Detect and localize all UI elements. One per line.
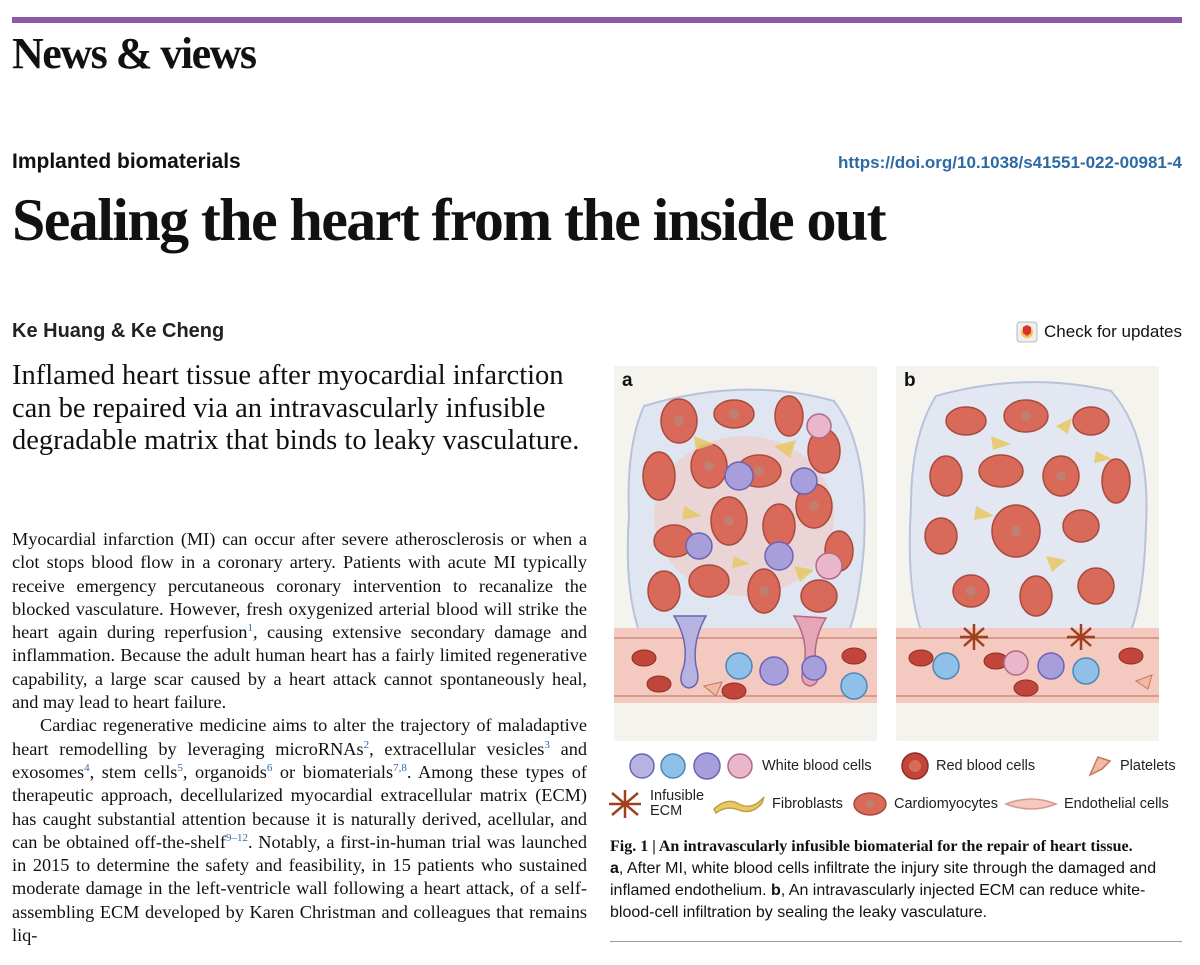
legend-infusible-ecm [606,789,704,819]
caption-label: Fig. 1 | An intravascularly infusible biomaterial for the repair of heart tissue. [610,838,1133,855]
figure-legend [600,745,1190,825]
red-blood-cell-icon [900,751,930,781]
legend-platelets [1086,751,1176,781]
paragraph-1 [12,528,587,714]
text-run: , organoids [182,761,267,782]
legend-label: Infusible [650,788,705,804]
white-blood-cells-icon [628,751,756,781]
legend-label: Cardiomyocytes [894,796,998,812]
figure-caption [610,836,1180,924]
panel-b-label: b [904,370,916,391]
check-for-updates-button[interactable] [1016,321,1182,343]
panel-a-label: a [622,370,633,391]
figure-1 [610,366,1175,741]
section-color-bar [12,17,1182,23]
legend-white-blood-cells [628,751,872,781]
reference-3[interactable]: 3 [544,738,550,751]
legend-label: Endothelial cells [1064,796,1169,812]
legend-fibroblasts [712,789,843,819]
infusible-ecm-icon [606,789,644,819]
article-body [12,528,587,947]
text-run: Cardiac regenerative medicine aims to alter the trajectory of maladaptive heart remodelling by leveraging microRNAs [12,715,587,759]
reference-9-12[interactable]: 9–12 [225,831,248,844]
text-run: , extracellular vesicles [369,738,545,759]
text-run: . Among these types of therapeutic approach, decellularized myocardial extracellular matrix (ECM) has caught substantial attention because it is naturally derived, acellular, and can be obtained off-the-shelf [12,761,587,852]
panel-b-illustration [896,366,1159,741]
section-heading: News & views [12,29,256,78]
text-run: and exosomes [12,738,587,782]
legend-red-blood-cells [900,751,1035,781]
figure-panel-b [896,366,1159,741]
endothelial-cell-icon [1004,789,1058,819]
text-run: or biomaterials [272,761,394,782]
reference-2[interactable]: 2 [363,738,370,751]
legend-label-ecm [650,789,704,819]
text-run: . Notably, a first-in-human trial was launched in 2015 to determine the safety and feasibility, in 15 patients who sustained moderate damage in the left-ventricle wall following a heart attack, of a self-assembling ECM developed by Karen Christman and colleagues that remains liq- [12,831,587,946]
check-for-updates-label: Check for updates [1044,322,1182,341]
doi-link[interactable]: https://doi.org/10.1038/s41551-022-00981-4 [838,153,1182,172]
text-run: , stem cells [89,761,178,782]
cardiomyocyte-icon [852,789,888,819]
caption-panel-b-text: , An intravascularly injected ECM can reduce white-blood-cell infiltration by sealing the leaky vasculature. [610,882,1146,921]
caption-panel-a-letter: a [610,860,619,877]
text-run: Myocardial infarction (MI) can occur after severe atherosclerosis or when a clot stops blood flow in a coronary artery. Patients with acute MI typically receive emergency percutaneous coronary intervention to recanalize the blocked vasculature. However, fresh oxygenized arterial blood will strike the heart again during reperfusion [12,529,587,643]
article-title: Sealing the heart from the inside out [12,187,885,253]
reference-6[interactable]: 6 [266,761,273,774]
caption-panel-a-text: , After MI, white blood cells infiltrate the injury site through the damaged and inflamed endothelium. [610,860,1157,899]
panel-a-illustration [614,366,877,741]
legend-label: Platelets [1120,758,1176,774]
legend-label: ECM [650,803,683,819]
update-check-icon [1016,321,1038,343]
legend-label: Fibroblasts [772,796,843,812]
legend-label: White blood cells [762,758,872,774]
reference-4[interactable]: 4 [84,761,90,774]
article-authors: Ke Huang & Ke Cheng [12,320,225,342]
figure-panel-a [614,366,877,741]
caption-panel-b-letter: b [770,882,781,899]
article-category: Implanted biomaterials [12,150,241,173]
standfirst: Inflamed heart tissue after myocardial infarction can be repaired via an intravascularly infusible degradable matrix that binds to leaky vasculature. [12,360,580,456]
legend-endothelial-cells [1004,789,1169,819]
text-run: , causing extensive secondary damage and inflammation. Because the adult human heart has a fairly limited regenerative capability, a large scar caused by a heart attack cannot spontaneously heal, and may lead to heart failure. [12,622,587,713]
reference-7-8[interactable]: 7,8 [393,761,407,774]
paragraph-2 [12,714,587,947]
fibroblast-icon [712,789,766,819]
platelet-icon [1086,751,1114,781]
caption-divider [610,941,1182,942]
legend-label: Red blood cells [936,758,1036,774]
reference-5[interactable]: 5 [177,761,183,774]
legend-cardiomyocytes [852,789,998,819]
reference-1[interactable]: 1 [247,622,253,635]
